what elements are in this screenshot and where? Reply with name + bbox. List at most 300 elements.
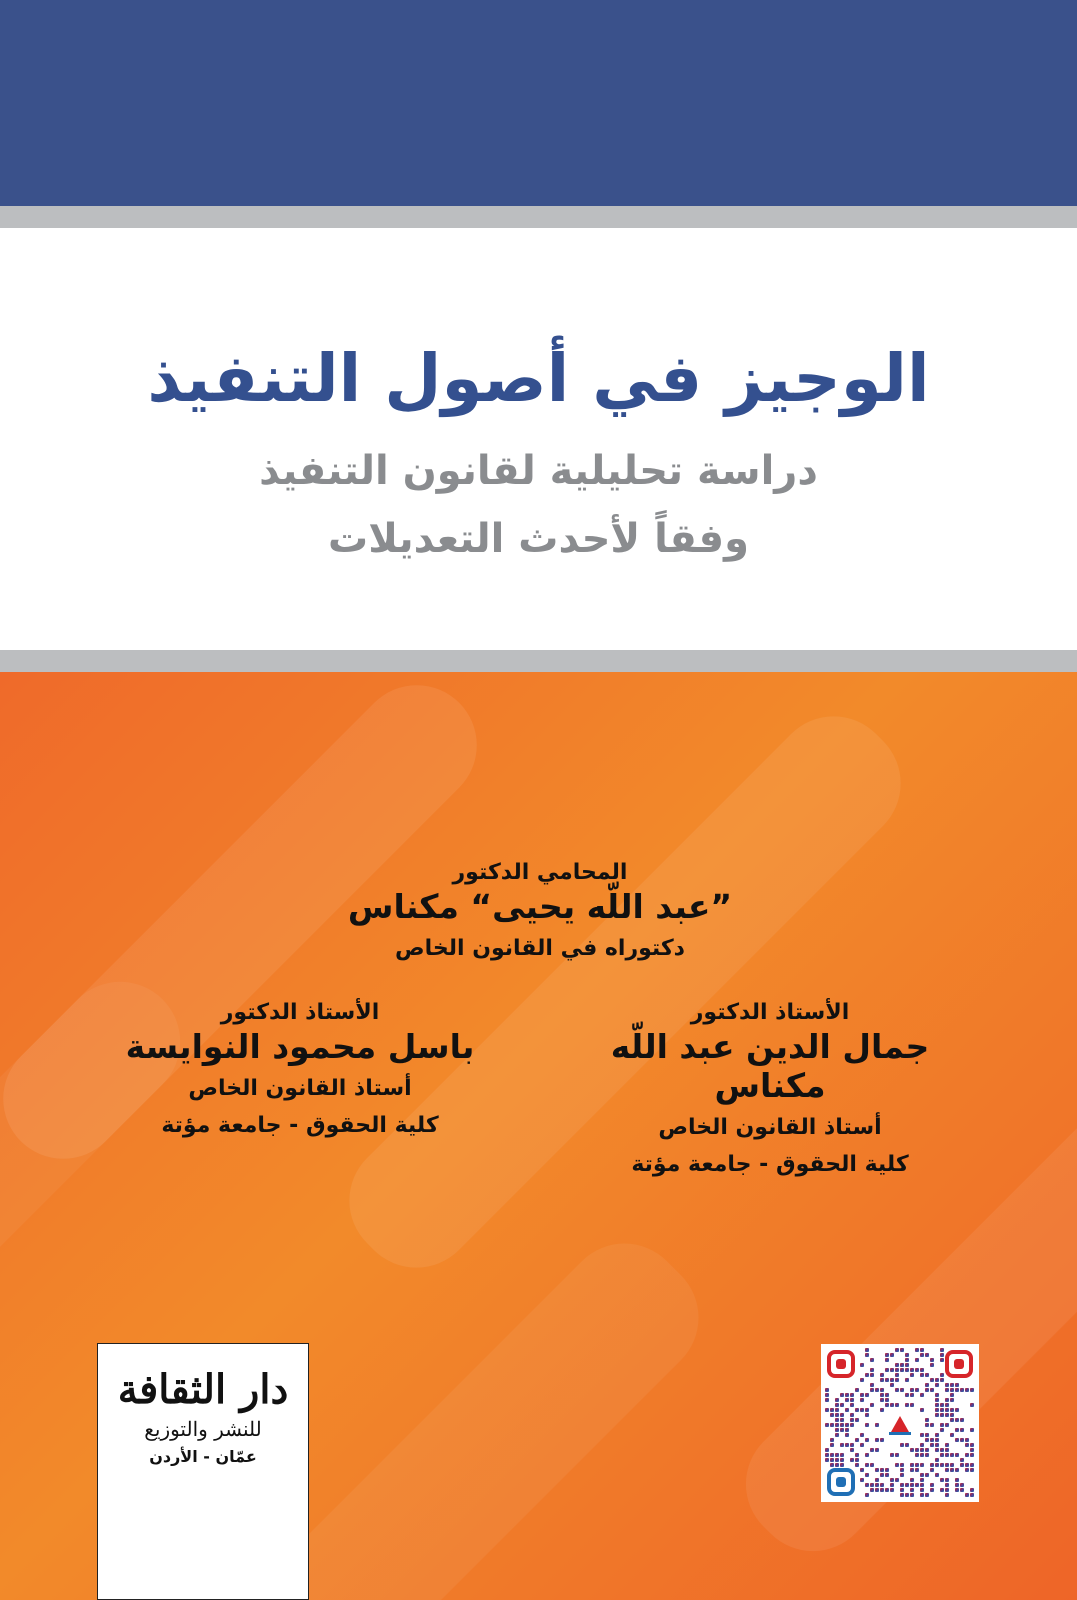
qr-module	[905, 1378, 909, 1382]
qr-module	[940, 1488, 944, 1492]
qr-module	[915, 1468, 919, 1472]
qr-module	[825, 1408, 829, 1412]
qr-module	[955, 1383, 959, 1387]
qr-module	[845, 1423, 849, 1427]
qr-module	[915, 1358, 919, 1362]
qr-module	[945, 1403, 949, 1407]
qr-module	[930, 1378, 934, 1382]
qr-module	[950, 1433, 954, 1437]
qr-module	[855, 1418, 859, 1422]
qr-module	[915, 1463, 919, 1467]
qr-module	[970, 1448, 974, 1452]
qr-module	[900, 1468, 904, 1472]
qr-module	[845, 1398, 849, 1402]
qr-module	[915, 1368, 919, 1372]
qr-module	[955, 1453, 959, 1457]
qr-module	[855, 1388, 859, 1392]
qr-module	[830, 1423, 834, 1427]
qr-module	[885, 1468, 889, 1472]
qr-module	[925, 1493, 929, 1497]
qr-module	[970, 1453, 974, 1457]
qr-module	[885, 1473, 889, 1477]
qr-module	[865, 1373, 869, 1377]
publisher-location: عمّان - الأردن	[149, 1447, 257, 1466]
qr-module	[870, 1368, 874, 1372]
qr-module	[825, 1453, 829, 1457]
qr-module	[955, 1388, 959, 1392]
qr-module	[825, 1388, 829, 1392]
qr-module	[850, 1423, 854, 1427]
author-right	[560, 1000, 980, 1177]
qr-module	[850, 1443, 854, 1447]
qr-module	[955, 1483, 959, 1487]
qr-module	[860, 1433, 864, 1437]
qr-module	[900, 1363, 904, 1367]
qr-module	[845, 1428, 849, 1432]
qr-module	[920, 1368, 924, 1372]
qr-module	[870, 1358, 874, 1362]
qr-module	[880, 1438, 884, 1442]
qr-module	[865, 1483, 869, 1487]
qr-module	[825, 1423, 829, 1427]
qr-module	[840, 1458, 844, 1462]
qr-module	[840, 1403, 844, 1407]
qr-module	[835, 1433, 839, 1437]
qr-module	[945, 1478, 949, 1482]
qr-module	[905, 1483, 909, 1487]
qr-module	[930, 1358, 934, 1362]
qr-module	[965, 1453, 969, 1457]
qr-module	[880, 1388, 884, 1392]
qr-module	[885, 1358, 889, 1362]
qr-module	[950, 1453, 954, 1457]
qr-module	[825, 1398, 829, 1402]
qr-module	[935, 1448, 939, 1452]
publisher-name: دار الثقافة	[117, 1366, 289, 1413]
gray-divider-bottom	[0, 650, 1077, 672]
qr-module	[955, 1468, 959, 1472]
qr-module	[910, 1368, 914, 1372]
qr-module	[925, 1423, 929, 1427]
qr-module	[940, 1408, 944, 1412]
qr-module	[950, 1413, 954, 1417]
qr-module	[935, 1458, 939, 1462]
qr-module	[910, 1488, 914, 1492]
qr-module	[945, 1408, 949, 1412]
qr-module	[900, 1388, 904, 1392]
qr-module	[890, 1378, 894, 1382]
qr-module	[880, 1398, 884, 1402]
qr-module	[900, 1348, 904, 1352]
qr-module	[935, 1473, 939, 1477]
qr-module	[875, 1438, 879, 1442]
qr-module	[905, 1493, 909, 1497]
qr-module	[870, 1383, 874, 1387]
qr-module	[930, 1363, 934, 1367]
qr-module	[920, 1493, 924, 1497]
qr-module	[865, 1353, 869, 1357]
qr-module	[835, 1458, 839, 1462]
qr-module	[945, 1448, 949, 1452]
qr-module	[885, 1378, 889, 1382]
qr-module	[895, 1403, 899, 1407]
qr-module	[940, 1448, 944, 1452]
qr-module	[850, 1418, 854, 1422]
qr-module	[860, 1398, 864, 1402]
qr-module	[870, 1483, 874, 1487]
qr-module	[950, 1408, 954, 1412]
qr-module	[935, 1393, 939, 1397]
qr-module	[940, 1478, 944, 1482]
qr-module	[830, 1458, 834, 1462]
qr-module	[840, 1393, 844, 1397]
qr-module	[875, 1448, 879, 1452]
qr-module	[870, 1403, 874, 1407]
qr-module	[920, 1408, 924, 1412]
author-main	[300, 860, 780, 961]
qr-module	[970, 1468, 974, 1472]
qr-module	[965, 1388, 969, 1392]
qr-module	[825, 1448, 829, 1452]
qr-module	[945, 1388, 949, 1392]
qr-module	[865, 1463, 869, 1467]
qr-module	[895, 1478, 899, 1482]
qr-module	[920, 1453, 924, 1457]
qr-module	[880, 1373, 884, 1377]
publisher-logo	[97, 1343, 309, 1600]
qr-module	[900, 1368, 904, 1372]
qr-module	[930, 1488, 934, 1492]
qr-module	[945, 1468, 949, 1472]
qr-module	[855, 1408, 859, 1412]
qr-module	[910, 1463, 914, 1467]
qr-module	[885, 1488, 889, 1492]
qr-module	[920, 1373, 924, 1377]
gray-divider-top	[0, 206, 1077, 228]
qr-module	[825, 1458, 829, 1462]
qr-module	[890, 1383, 894, 1387]
qr-module	[910, 1403, 914, 1407]
qr-module	[945, 1413, 949, 1417]
qr-module	[880, 1468, 884, 1472]
qr-module	[955, 1488, 959, 1492]
qr-module	[860, 1363, 864, 1367]
qr-module	[950, 1398, 954, 1402]
qr-module	[945, 1383, 949, 1387]
qr-module	[840, 1428, 844, 1432]
qr-module	[865, 1393, 869, 1397]
qr-module	[885, 1393, 889, 1397]
qr-module	[940, 1423, 944, 1427]
qr-module	[865, 1493, 869, 1497]
qr-module	[895, 1453, 899, 1457]
qr-module	[910, 1468, 914, 1472]
qr-module	[970, 1463, 974, 1467]
qr-module	[905, 1358, 909, 1362]
qr-module	[890, 1353, 894, 1357]
qr-module	[925, 1383, 929, 1387]
qr-module	[930, 1423, 934, 1427]
qr-module	[885, 1403, 889, 1407]
qr-module	[960, 1458, 964, 1462]
qr-module	[895, 1368, 899, 1372]
qr-module	[880, 1488, 884, 1492]
qr-module	[910, 1478, 914, 1482]
qr-module	[965, 1493, 969, 1497]
qr-module	[895, 1373, 899, 1377]
qr-module	[950, 1418, 954, 1422]
qr-module	[905, 1363, 909, 1367]
qr-module	[905, 1443, 909, 1447]
qr-module	[860, 1408, 864, 1412]
qr-module	[850, 1413, 854, 1417]
qr-module	[865, 1408, 869, 1412]
title-area	[0, 228, 1077, 650]
qr-module	[920, 1443, 924, 1447]
qr-module	[930, 1438, 934, 1442]
qr-module	[885, 1398, 889, 1402]
qr-module	[915, 1448, 919, 1452]
qr-module	[910, 1388, 914, 1392]
author-main-desc: دكتوراه في القانون الخاص	[395, 936, 685, 961]
qr-module	[870, 1488, 874, 1492]
qr-module	[940, 1348, 944, 1352]
qr-module	[870, 1463, 874, 1467]
qr-module	[920, 1433, 924, 1437]
qr-code-icon	[821, 1344, 979, 1502]
qr-code-graphic	[821, 1344, 979, 1502]
qr-module	[915, 1348, 919, 1352]
qr-module	[935, 1408, 939, 1412]
qr-module	[850, 1398, 854, 1402]
qr-module	[890, 1453, 894, 1457]
qr-module	[825, 1393, 829, 1397]
qr-module	[895, 1348, 899, 1352]
qr-module	[925, 1388, 929, 1392]
qr-module	[930, 1388, 934, 1392]
author-main-name: ”عبد اللّه يحيى“ مكناس	[347, 887, 733, 926]
qr-module	[895, 1463, 899, 1467]
qr-module	[970, 1403, 974, 1407]
qr-module	[965, 1463, 969, 1467]
qr-module	[945, 1398, 949, 1402]
qr-module	[945, 1453, 949, 1457]
qr-module	[965, 1468, 969, 1472]
qr-module	[880, 1473, 884, 1477]
qr-module	[840, 1463, 844, 1467]
author-left-role: الأستاذ الدكتور	[220, 1000, 380, 1025]
qr-module	[915, 1388, 919, 1392]
author-left	[80, 1000, 520, 1138]
qr-module	[900, 1443, 904, 1447]
qr-module	[960, 1438, 964, 1442]
qr-module	[955, 1428, 959, 1432]
qr-module	[910, 1393, 914, 1397]
qr-module	[860, 1378, 864, 1382]
qr-module	[925, 1473, 929, 1477]
qr-module	[840, 1443, 844, 1447]
qr-module	[920, 1348, 924, 1352]
qr-module	[970, 1493, 974, 1497]
qr-module	[910, 1448, 914, 1452]
qr-module	[950, 1463, 954, 1467]
author-main-role: المحامي الدكتور	[452, 860, 628, 885]
qr-module	[925, 1418, 929, 1422]
qr-module	[920, 1473, 924, 1477]
qr-module	[960, 1488, 964, 1492]
qr-module	[935, 1443, 939, 1447]
qr-module	[930, 1463, 934, 1467]
qr-module	[940, 1378, 944, 1382]
qr-module	[835, 1418, 839, 1422]
qr-module	[940, 1358, 944, 1362]
qr-module	[865, 1423, 869, 1427]
qr-module	[950, 1383, 954, 1387]
qr-module	[945, 1443, 949, 1447]
qr-module	[905, 1393, 909, 1397]
qr-module	[945, 1423, 949, 1427]
qr-module	[880, 1393, 884, 1397]
qr-module	[850, 1403, 854, 1407]
qr-module	[875, 1478, 879, 1482]
qr-module	[845, 1443, 849, 1447]
qr-module	[855, 1463, 859, 1467]
book-subtitle-line2: وفقاً لأحدث التعديلات	[328, 516, 749, 562]
qr-module	[845, 1393, 849, 1397]
qr-module	[835, 1423, 839, 1427]
qr-module	[880, 1483, 884, 1487]
qr-module	[855, 1458, 859, 1462]
qr-module	[875, 1468, 879, 1472]
qr-module	[960, 1388, 964, 1392]
qr-module	[960, 1418, 964, 1422]
qr-module	[860, 1443, 864, 1447]
qr-module	[945, 1488, 949, 1492]
author-left-name: باسل محمود النوايسة	[125, 1027, 475, 1066]
qr-module	[955, 1438, 959, 1442]
author-right-name: جمال الدين عبد اللّه مكناس	[610, 1027, 930, 1105]
decorative-stripe	[257, 1219, 724, 1600]
qr-module	[935, 1398, 939, 1402]
qr-module	[865, 1348, 869, 1352]
qr-module	[900, 1473, 904, 1477]
qr-module	[895, 1378, 899, 1382]
qr-module	[865, 1413, 869, 1417]
book-subtitle-line1: دراسة تحليلية لقانون التنفيذ	[259, 448, 818, 494]
qr-module	[845, 1433, 849, 1437]
qr-module	[890, 1488, 894, 1492]
qr-module	[860, 1468, 864, 1472]
qr-module	[935, 1383, 939, 1387]
qr-module	[855, 1438, 859, 1442]
qr-module	[890, 1483, 894, 1487]
qr-module	[920, 1448, 924, 1452]
qr-module	[925, 1453, 929, 1457]
qr-module	[920, 1483, 924, 1487]
qr-module	[830, 1443, 834, 1447]
qr-module	[865, 1453, 869, 1457]
qr-module	[830, 1453, 834, 1457]
qr-module	[835, 1428, 839, 1432]
qr-module	[940, 1463, 944, 1467]
qr-module	[835, 1413, 839, 1417]
qr-module	[875, 1488, 879, 1492]
qr-module	[965, 1443, 969, 1447]
qr-module	[920, 1463, 924, 1467]
qr-module	[900, 1483, 904, 1487]
qr-module	[885, 1353, 889, 1357]
qr-module	[900, 1493, 904, 1497]
qr-module	[940, 1428, 944, 1432]
qr-module	[900, 1488, 904, 1492]
qr-module	[900, 1463, 904, 1467]
qr-module	[830, 1463, 834, 1467]
qr-module	[940, 1413, 944, 1417]
qr-module	[955, 1408, 959, 1412]
qr-module	[905, 1353, 909, 1357]
qr-module	[945, 1483, 949, 1487]
qr-module	[865, 1473, 869, 1477]
qr-module	[890, 1478, 894, 1482]
qr-module	[920, 1353, 924, 1357]
qr-module	[870, 1373, 874, 1377]
qr-module	[925, 1438, 929, 1442]
qr-module	[875, 1388, 879, 1392]
qr-module	[905, 1403, 909, 1407]
qr-module	[830, 1408, 834, 1412]
qr-module	[960, 1463, 964, 1467]
qr-module	[840, 1413, 844, 1417]
qr-module	[910, 1483, 914, 1487]
qr-module	[840, 1418, 844, 1422]
qr-module	[970, 1428, 974, 1432]
qr-module	[920, 1478, 924, 1482]
qr-module	[870, 1448, 874, 1452]
qr-module	[955, 1478, 959, 1482]
qr-module	[930, 1468, 934, 1472]
qr-module	[955, 1418, 959, 1422]
qr-module	[850, 1458, 854, 1462]
qr-module	[880, 1378, 884, 1382]
qr-module	[950, 1393, 954, 1397]
qr-module	[835, 1453, 839, 1457]
qr-module	[970, 1488, 974, 1492]
qr-module	[840, 1423, 844, 1427]
qr-module	[960, 1483, 964, 1487]
top-blue-band	[0, 0, 1077, 206]
qr-module	[830, 1413, 834, 1417]
qr-module	[925, 1353, 929, 1357]
qr-module	[890, 1403, 894, 1407]
author-right-desc2: كلية الحقوق - جامعة مؤتة	[631, 1152, 909, 1177]
qr-module	[875, 1483, 879, 1487]
qr-module	[925, 1373, 929, 1377]
qr-module	[940, 1353, 944, 1357]
qr-module	[890, 1368, 894, 1372]
qr-module	[885, 1368, 889, 1372]
qr-module	[935, 1438, 939, 1442]
author-right-role: الأستاذ الدكتور	[690, 1000, 850, 1025]
qr-module	[920, 1393, 924, 1397]
qr-module	[910, 1373, 914, 1377]
author-left-desc1: أستاذ القانون الخاص	[188, 1076, 412, 1101]
qr-module	[940, 1453, 944, 1457]
qr-module	[845, 1408, 849, 1412]
qr-module	[925, 1448, 929, 1452]
qr-module	[965, 1438, 969, 1442]
qr-module	[945, 1463, 949, 1467]
qr-module	[945, 1493, 949, 1497]
